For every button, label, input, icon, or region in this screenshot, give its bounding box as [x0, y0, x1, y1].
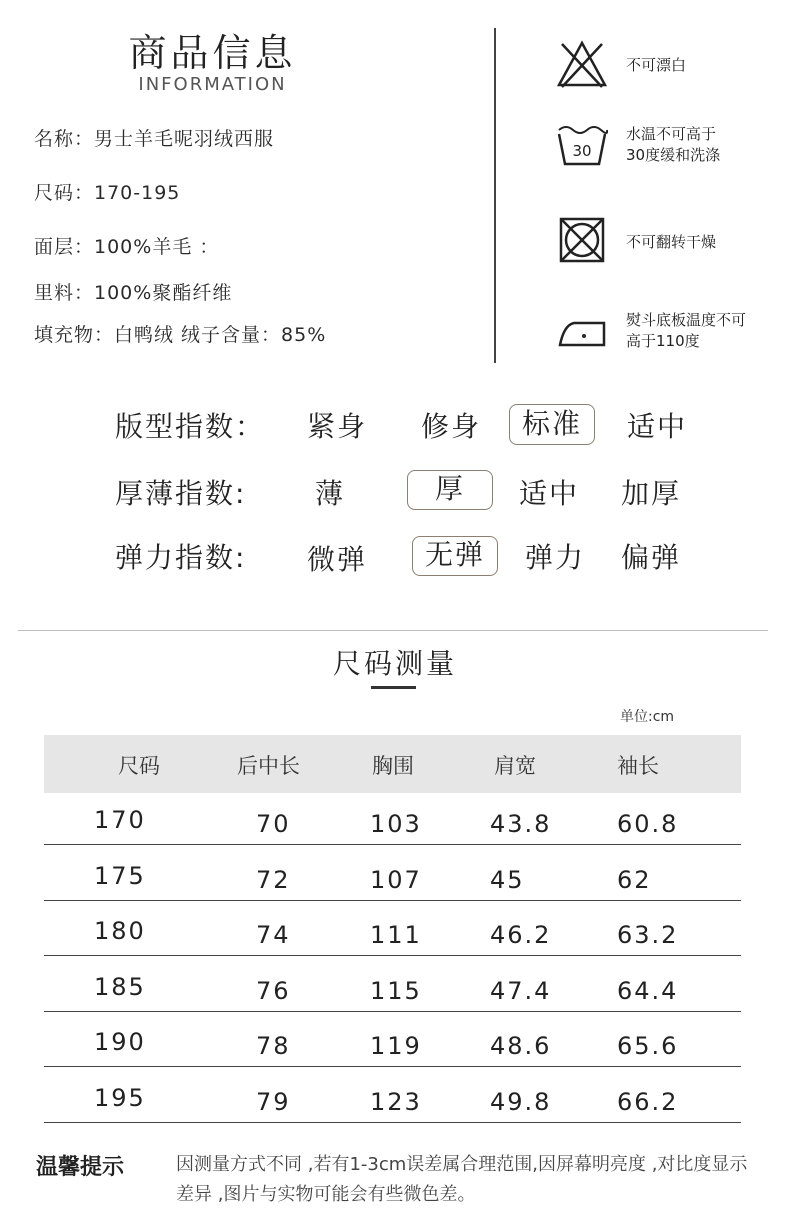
- cell-size: 175: [94, 861, 146, 890]
- cell-size: 180: [94, 917, 146, 945]
- divider: [494, 28, 496, 363]
- stretch-option-none-selected: 无弹: [412, 536, 498, 576]
- cell-chest: 107: [370, 865, 422, 894]
- cell-chest: 119: [370, 1032, 422, 1060]
- fit-option-slim: 修身: [420, 410, 481, 443]
- care-text-wash-line2: 30度缓和洗涤: [626, 146, 721, 164]
- cell-back-length: 76: [256, 976, 291, 1005]
- tip-text: 因测量方式不同 ,若有1-3cm误差属合理范围,因屏幕明亮度 ,对比度显示差异 ,图片与实物可能会有些微色差。: [176, 1154, 748, 1205]
- tip-label: 温馨提示: [36, 1155, 125, 1180]
- cell-shoulder: 49.8: [490, 1087, 552, 1116]
- th-size: 尺码: [118, 754, 160, 778]
- care-text-iron: [626, 310, 776, 352]
- care-text-iron-line1: 熨斗底板温度不可: [626, 311, 747, 329]
- row-line: [44, 844, 741, 845]
- cell-size: 170: [94, 806, 146, 834]
- thickness-option-thin: 薄: [314, 477, 345, 510]
- stretch-option-slight: 微弹: [306, 543, 367, 576]
- info-lining: 里料：100%聚酯纤维: [34, 282, 233, 304]
- page-title: 商品信息: [128, 31, 297, 75]
- cell-sleeve: 66.2: [617, 1087, 679, 1116]
- stretch-index-label: 弹力指数:: [115, 541, 247, 574]
- cell-chest: 103: [370, 810, 422, 838]
- title-underline: [371, 686, 416, 689]
- care-text-wash-line1: 水温不可高于: [626, 125, 717, 143]
- page-subtitle: INFORMATION: [138, 74, 287, 95]
- row-line: [44, 1122, 741, 1123]
- row-line: [44, 1011, 741, 1012]
- cell-chest: 123: [370, 1087, 422, 1116]
- cell-back-length: 70: [256, 810, 291, 838]
- cell-sleeve: 65.6: [617, 1032, 679, 1060]
- cell-shoulder: 46.2: [490, 921, 552, 949]
- care-text-bleach: 不可漂白: [626, 56, 687, 74]
- no-bleach-icon: [556, 40, 608, 90]
- th-sleeve: 袖长: [617, 754, 659, 778]
- fit-option-tight: 紧身: [306, 410, 367, 443]
- care-text-dry: 不可翻转干燥: [626, 233, 717, 251]
- cell-back-length: 74: [256, 921, 291, 949]
- cell-back-length: 79: [256, 1087, 291, 1116]
- cell-shoulder: 45: [490, 865, 525, 894]
- cell-shoulder: 48.6: [490, 1032, 552, 1060]
- cell-sleeve: 64.4: [617, 976, 679, 1005]
- info-filling: 填充物：白鸭绒 绒子含量：85%: [34, 324, 327, 346]
- fit-index-label: 版型指数：: [115, 410, 266, 443]
- cell-shoulder: 47.4: [490, 976, 552, 1005]
- care-text-iron-line2: 高于110度: [626, 332, 700, 350]
- iron-low-icon: [556, 305, 608, 355]
- unit-label: 单位:cm: [620, 709, 675, 725]
- cell-size: 185: [94, 972, 146, 1001]
- section-divider: [18, 630, 768, 631]
- cell-sleeve: 60.8: [617, 810, 679, 838]
- thickness-option-moderate: 适中: [518, 477, 579, 510]
- wash-temp-label: 30: [572, 142, 592, 160]
- info-size: 尺码：170-195: [34, 182, 181, 204]
- info-outer: 面层：100%羊毛 ：: [34, 236, 220, 258]
- th-shoulder: 肩宽: [494, 754, 536, 778]
- stretch-option-stretch: 弹力: [524, 541, 585, 574]
- cell-size: 195: [94, 1083, 146, 1112]
- cell-shoulder: 43.8: [490, 810, 552, 838]
- cell-back-length: 72: [256, 865, 291, 894]
- thickness-index-label: 厚薄指数:: [115, 477, 247, 510]
- row-line: [44, 900, 741, 901]
- wash-30-icon: [556, 122, 608, 172]
- info-name: 名称：男士羊毛呢羽绒西服: [34, 128, 275, 150]
- no-tumble-dry-icon: [556, 215, 608, 265]
- care-text-wash: [626, 124, 776, 166]
- fit-option-standard-selected: 标准: [509, 404, 595, 445]
- cell-chest: 115: [370, 976, 422, 1005]
- size-section-title: 尺码测量: [332, 647, 457, 680]
- cell-chest: 111: [370, 921, 422, 949]
- thickness-option-extra-thick: 加厚: [620, 477, 681, 510]
- cell-sleeve: 62: [617, 865, 652, 894]
- cell-back-length: 78: [256, 1032, 291, 1060]
- thickness-option-thick-selected: 厚: [407, 470, 493, 510]
- cell-sleeve: 63.2: [617, 921, 679, 949]
- th-chest: 胸围: [372, 754, 414, 778]
- cell-size: 190: [94, 1028, 146, 1056]
- th-back-length: 后中长: [237, 754, 300, 778]
- row-line: [44, 1066, 741, 1067]
- row-line: [44, 955, 741, 956]
- fit-option-moderate: 适中: [626, 410, 687, 443]
- stretch-option-partial: 偏弹: [620, 541, 681, 574]
